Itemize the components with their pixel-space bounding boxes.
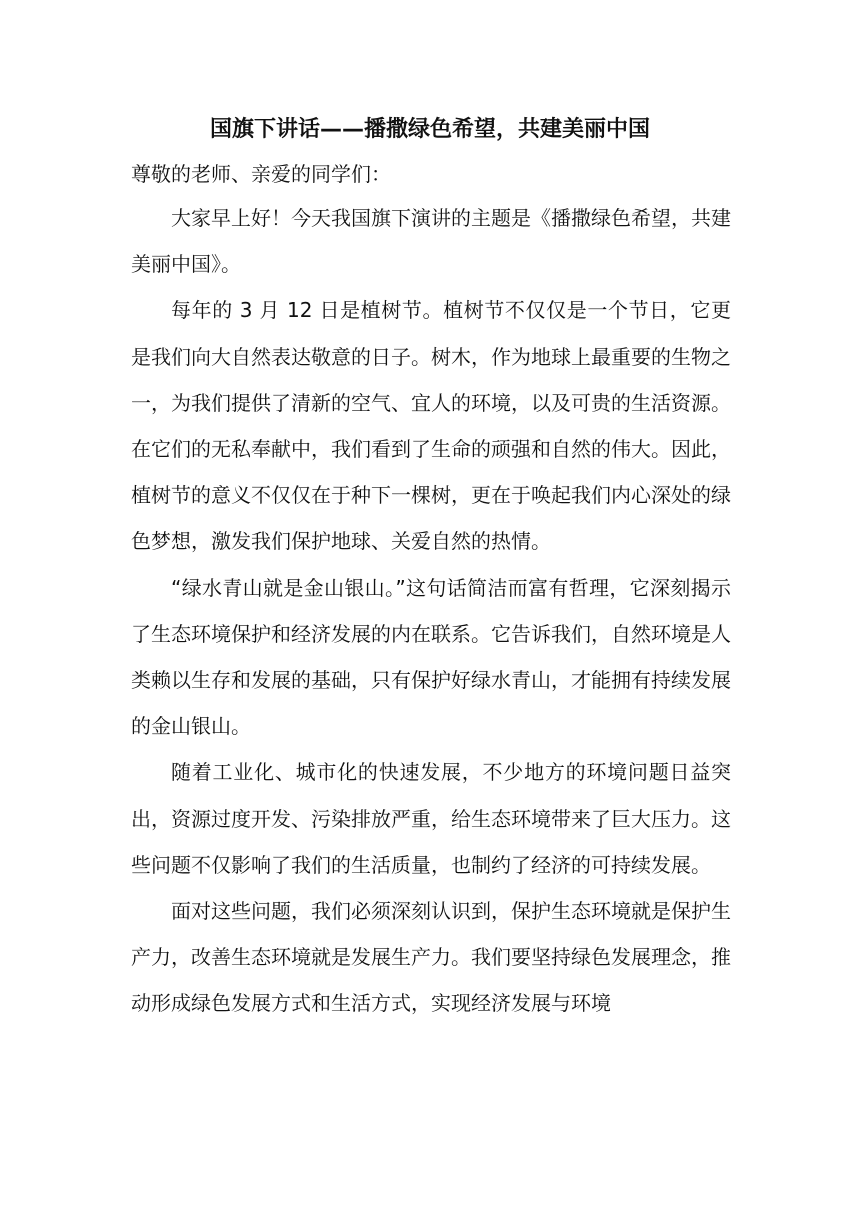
paragraph-greeting: 大家早上好！今天我国旗下演讲的主题是《播撒绿色希望，共建美丽中国》。 bbox=[131, 206, 731, 277]
paragraph-green-mountains: “绿水青山就是金山银山。”这句话简洁而富有哲理，它深刻揭示了生态环境保护和经济发展的内在联系。它告诉我们，自然环境是人类赖以生存和发展的基础，只有保护好绿水青山，才能拥有持续发展的金山银山。 bbox=[131, 575, 731, 739]
page-title: 国旗下讲话——播撒绿色希望，共建美丽中国 bbox=[209, 117, 650, 142]
paragraph-green-development: 面对这些问题，我们必须深刻认识到，保护生态环境就是保护生产力，改善生态环境就是发展生产力。我们要坚持绿色发展理念，推动形成绿色发展方式和生活方式，实现经济发展与环境 bbox=[131, 899, 731, 1016]
paragraph-environment-problems: 随着工业化、城市化的快速发展，不少地方的环境问题日益突出，资源过度开发、污染排放严重，给生态环境带来了巨大压力。这些问题不仅影响了我们的生活质量，也制约了经济的可持续发展。 bbox=[131, 760, 731, 877]
salutation: 尊敬的老师、亲爱的同学们： bbox=[131, 162, 391, 186]
paragraph-arbor-day: 每年的 3 月 12 日是植树节。植树节不仅仅是一个节日，它更是我们向大自然表达敬意的日子。树木，作为地球上最重要的生物之一，为我们提供了清新的空气、宜人的环境，以及可贵的生活资源。在它们的无私奉献中，我们看到了生命的顽强和自然的伟大。因此，植树节的意义不仅仅在于种下一棵树，更在于唤起我们内心深处的绿色梦想，激发我们保护地球、关爱自然的热情。 bbox=[131, 298, 731, 554]
speech-body bbox=[131, 195, 731, 1027]
